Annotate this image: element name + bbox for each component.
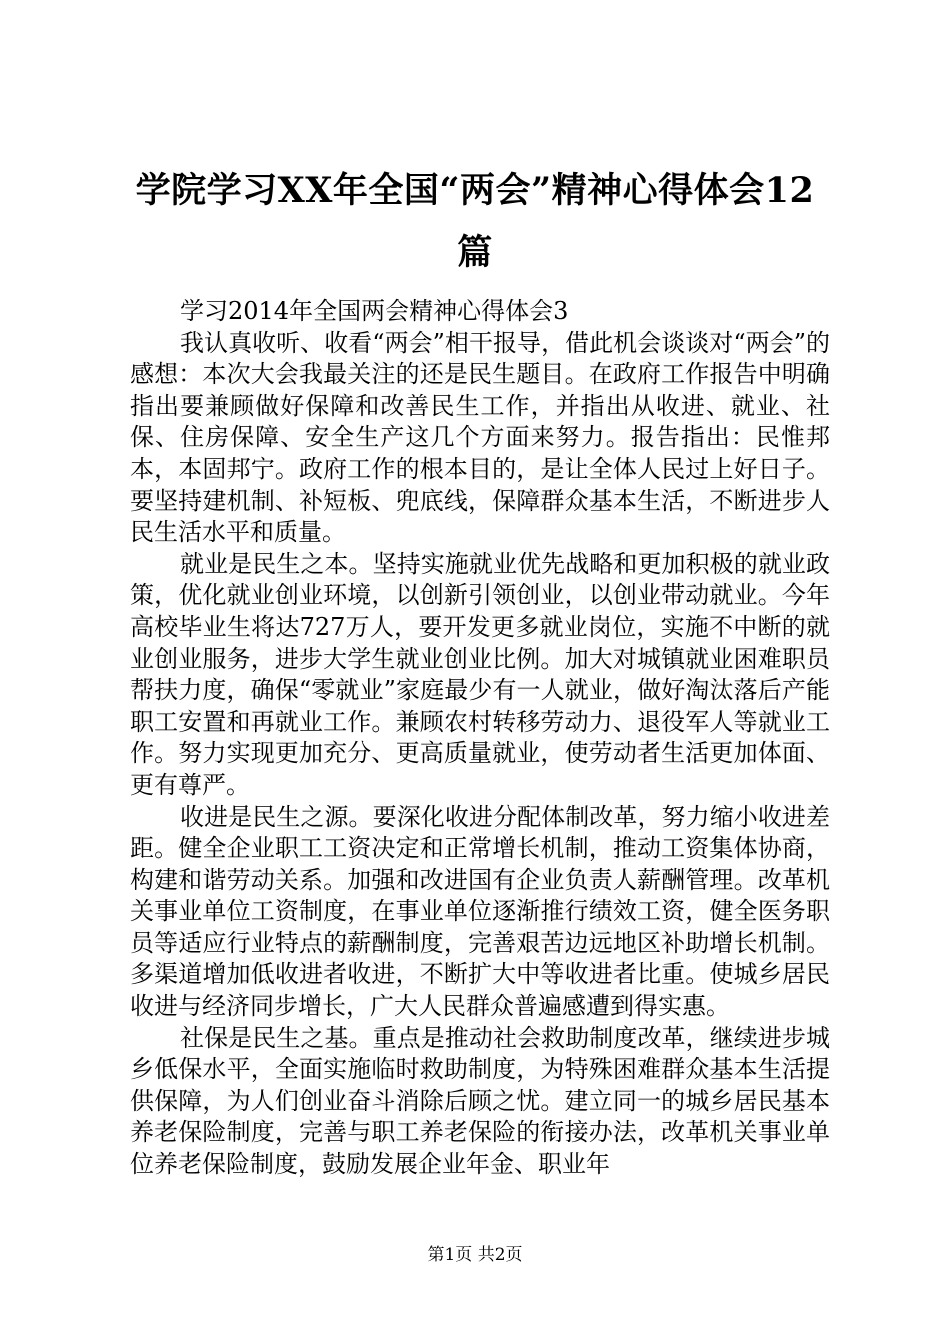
page-footer: 第1页 共2页 <box>427 1245 523 1265</box>
section-subtitle: 学习2014年全国两会精神心得体会3 <box>180 297 569 325</box>
paragraph-intro: 我认真收听、收看“两会”相干报导，借此机会谈谈对“两会”的感想：本次大会我最关注的还是民生题目。在政府工作报告中明确指出要兼顾做好保障和改善民生工作，并指出从收进、就业、社保、住房保障、安全生产这几个方面来努力。报告指出：民惟邦本，本固邦宁。政府工作的根本目的，是让全体人民过上好日子。要坚持建机制、补短板、兜底线，保障群众基本生活，不断进步人民生活水平和质量。 <box>130 328 830 547</box>
document-title: 学院学习XX年全国“两会”精神心得体会12篇 <box>135 170 815 273</box>
paragraph-employment: 就业是民生之本。坚持实施就业优先战略和更加积极的就业政策，优化就业创业环境，以创新引领创业，以创业带动就业。今年高校毕业生将达727万人，要开发更多就业岗位，实施不中断的就业创业服务，进步大学生就业创业比例。加大对城镇就业困难职员帮扶力度，确保“零就业”家庭最少有一人就业，做好淘汰落后产能职工安置和再就业工作。兼顾农村转移劳动力、退役军人等就业工作。努力实现更加充分、更高质量就业，使劳动者生活更加体面、更有尊严。 <box>130 549 830 799</box>
paragraph-social-security: 社保是民生之基。重点是推动社会救助制度改革，继续进步城乡低保水平，全面实施临时救助制度，为特殊困难群众基本生活提供保障，为人们创业奋斗消除后顾之忧。建立同一的城乡居民基本养老保险制度，完善与职工养老保险的衔接办法，改革机关事业单位养老保险制度，鼓励发展企业年金、职业年 <box>130 1023 830 1179</box>
document-body <box>130 296 830 1181</box>
paragraph-income: 收进是民生之源。要深化收进分配体制改革，努力缩小收进差距。健全企业职工工资决定和正常增长机制，推动工资集体协商，构建和谐劳动关系。加强和改进国有企业负责人薪酬管理。改革机关事业单位工资制度，在事业单位逐渐推行绩效工资，健全医务职员等适应行业特点的薪酬制度，完善艰苦边远地区补助增长机制。多渠道增加低收进者收进，不断扩大中等收进者比重。使城乡居民收进与经济同步增长，广大人民群众普遍感遭到得实惠。 <box>130 802 830 1021</box>
